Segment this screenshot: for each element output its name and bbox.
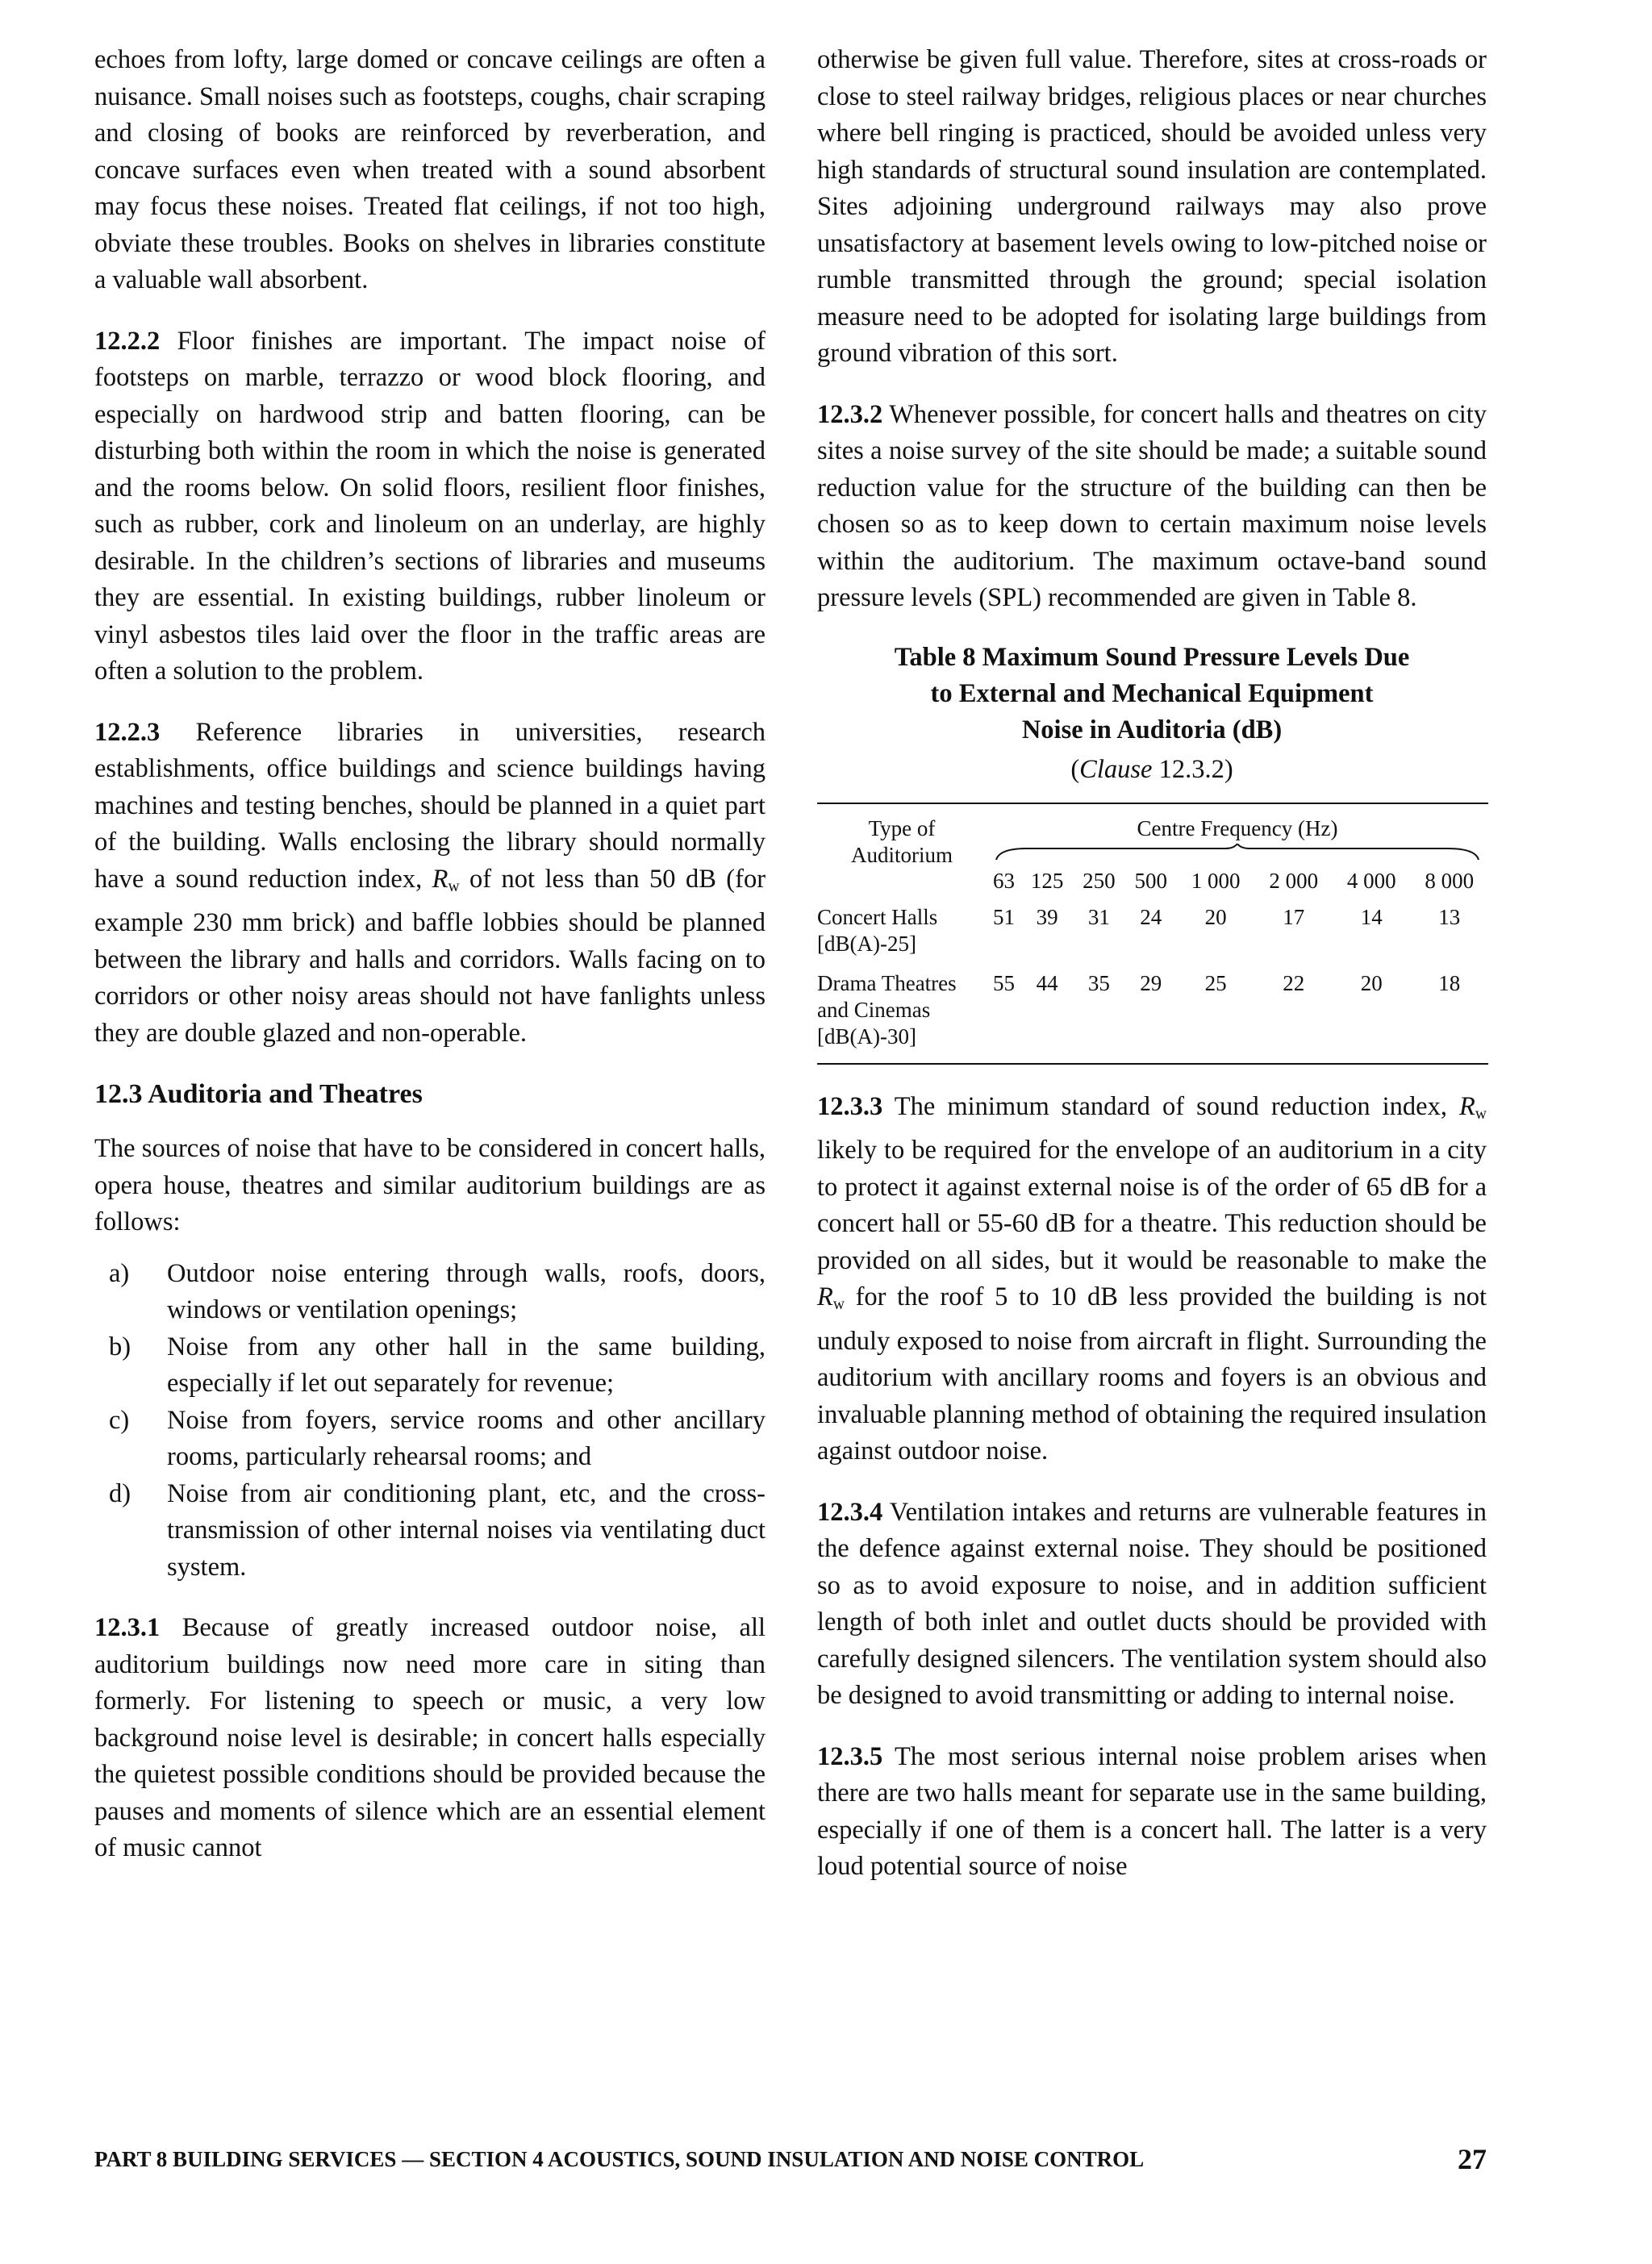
page-number: 27 — [1458, 2143, 1487, 2175]
list-item — [94, 1403, 766, 1476]
list-marker: a) — [109, 1258, 130, 1288]
col-header-type: Type of Auditorium — [851, 815, 953, 867]
rw-symbol: R — [1459, 1091, 1475, 1121]
paragraph-siting: otherwise be given full value. Therefore, sites at cross-roads or close to steel railway bridges, religious places or near churches where bell ringing is practiced, should be avoided unless very high standards of structural sound insulation are contemplated. Sites adjoining underground railways may also prove unsatisfactory at basement levels owing to low-pitched noise or rumble transmitted through the ground; special isolation measure need to be adopted for isolating large buildings from ground vibration of this sort. — [817, 45, 1487, 368]
section-12-3-1 — [94, 1610, 766, 1867]
list-marker: b) — [109, 1332, 131, 1361]
row-label-line: [dB(A)-30] — [817, 1024, 916, 1049]
table-title-line: to External and Mechanical Equipment — [930, 678, 1374, 708]
table-cell: 29 — [1140, 970, 1162, 995]
section-number: 12.3.3 — [817, 1091, 883, 1121]
section-number: 12.3.5 — [817, 1741, 883, 1771]
section-number: 12.3.1 — [94, 1613, 161, 1642]
section-12-3-3 — [817, 1089, 1487, 1470]
frequency-cell: 250 — [1083, 868, 1116, 893]
list-marker: c) — [109, 1405, 130, 1435]
frequency-cell: 4 000 — [1346, 868, 1396, 893]
sound-pressure-table — [817, 803, 1488, 1065]
table-cell: 20 — [1360, 970, 1383, 995]
rw-subscript: w — [832, 1296, 845, 1313]
noise-sources-list — [94, 1256, 766, 1586]
table-cell: 17 — [1283, 904, 1305, 929]
row-label-line: Concert Halls — [817, 904, 938, 929]
clause-word: Clause — [1079, 754, 1153, 784]
table-cell: 14 — [1360, 904, 1383, 929]
section-number: 12.2.3 — [94, 717, 161, 747]
right-column — [817, 42, 1487, 1886]
paragraph-noise-sources-intro: The sources of noise that have to be considered in concert halls, opera house, theatres and similar auditorium buildings are as follows: — [94, 1134, 766, 1236]
table-cell: 25 — [1204, 970, 1227, 995]
row-label-line: Drama Theatres — [817, 970, 957, 995]
table-cell: 51 — [992, 904, 1015, 929]
table-cell: 18 — [1438, 970, 1461, 995]
list-text: Noise from foyers, service rooms and other ancillary rooms, particularly rehearsal rooms; and — [167, 1405, 766, 1471]
list-text: Noise from any other hall in the same building, especially if let out separately for revenue; — [167, 1332, 766, 1398]
table-cell: 20 — [1204, 904, 1227, 929]
table-cell: 44 — [1036, 970, 1058, 995]
table-title — [817, 640, 1487, 748]
rw-subscript: w — [1475, 1105, 1487, 1123]
clause-ref: 12.3.2 — [1158, 754, 1224, 784]
heading-auditoria-theatres: 12.3 Auditoria and Theatres — [94, 1079, 423, 1109]
section-text: likely to be required for the envelope of an auditorium in a city to protect it against external noise is of the order of 65 dB for a concert hall or 55-60 dB for a theatre. This reduction should be provided on all sides, but it would be reasonable to make the — [817, 1136, 1487, 1275]
row-label-line: and Cinemas — [817, 997, 931, 1022]
section-number: 12.3.4 — [817, 1497, 883, 1527]
section-12-2-3 — [94, 715, 766, 1053]
table-cell: 13 — [1438, 904, 1461, 929]
table-cell: 55 — [992, 970, 1015, 995]
list-text: Outdoor noise entering through walls, roofs, doors, windows or ventilation openings; — [167, 1258, 766, 1324]
rw-symbol: R — [432, 864, 448, 894]
table-row — [817, 970, 1488, 1064]
section-12-3-5 — [817, 1739, 1487, 1886]
page-footer — [94, 2143, 1487, 2175]
section-12-3-4 — [817, 1495, 1487, 1715]
brace-line — [995, 844, 1480, 861]
section-12-3-2 — [817, 397, 1487, 617]
frequency-cell: 500 — [1134, 868, 1167, 893]
section-number: 12.3.2 — [817, 399, 883, 429]
list-text: Noise from air conditioning plant, etc, and the cross-transmission of other internal noises via ventilating duct system. — [167, 1478, 766, 1582]
section-text: Whenever possible, for concert halls and theatres on city sites a noise survey of the site should be made; a suitable sound reduction value for the structure of the building can then be chosen so as to keep down to certain maximum noise levels within the auditorium. The maximum octave-band sound pressure levels (SPL) recommended are given in Table 8. — [817, 399, 1487, 612]
table-8 — [817, 640, 1487, 1065]
frequency-cell: 63 — [992, 868, 1015, 893]
table-title-line: Noise in Auditoria (dB) — [1021, 715, 1283, 744]
section-text: Ventilation intakes and returns are vulnerable features in the defence against external noise. They should be positioned so as to avoid exposure to noise, and in addition sufficient length of both inlet and outlet ducts should be provided with carefully designed silencers. The ventilation system should also be designed to avoid transmitting or adding to internal noise. — [817, 1497, 1487, 1710]
table-cell: 22 — [1283, 970, 1305, 995]
col-header-frequency — [987, 803, 1488, 861]
section-text: for the roof 5 to 10 dB less provided the building is not unduly exposed to noise from aircraft in flight. Surrounding the auditorium with ancillary rooms and foyers is an obvious and invaluable planning method of obtaining the required insulation against outdoor noise. — [817, 1282, 1487, 1466]
list-item — [94, 1256, 766, 1329]
table-title-line: Table 8 Maximum Sound Pressure Levels Due — [894, 642, 1410, 672]
paragraph-ceilings: echoes from lofty, large domed or concave ceilings are often a nuisance. Small noises such as footsteps, coughs, chair scraping and closing of books are reinforced by reverberation, and concave surfaces even when treated with a sound absorbent may focus these noises. Treated flat ceilings, if not too high, obviate these troubles. Books on shelves in libraries constitute a valuable wall absorbent. — [94, 45, 766, 294]
list-marker: d) — [109, 1478, 131, 1508]
table-cell: 39 — [1036, 904, 1058, 929]
frequency-cell: 8 000 — [1425, 868, 1475, 893]
section-text: The minimum standard of sound reduction index, — [894, 1091, 1447, 1121]
section-number: 12.2.2 — [94, 326, 161, 356]
table-row — [817, 904, 1488, 970]
frequency-cell: 125 — [1030, 868, 1064, 893]
footer-title: PART 8 BUILDING SERVICES — SECTION 4 ACOUSTICS, SOUND INSULATION AND NOISE CONTROL — [94, 2147, 1145, 2171]
row-label-line: [dB(A)-25] — [817, 931, 916, 956]
section-text: The most serious internal noise problem arises when there are two halls meant for separate use in the same building, especially if one of them is a concert hall. The latter is a very loud potential source of noise — [817, 1741, 1487, 1881]
row-label — [817, 904, 987, 970]
table-clause: (Clause 12.3.2) — [1070, 754, 1233, 784]
rw-symbol: R — [817, 1282, 833, 1311]
table-cell: 24 — [1140, 904, 1162, 929]
frequency-cell: 2 000 — [1269, 868, 1319, 893]
section-text: Floor finishes are important. The impact noise of footsteps on marble, terrazzo or wood block flooring, and especially on hardwood strip and batten flooring, can be disturbing both within the room in which the noise is generated and the rooms below. On solid floors, resilient floor finishes, such as rubber, cork and linoleum on an underlay, are highly desirable. In the children’s sections of libraries and museums they are essential. In existing buildings, rubber linoleum or vinyl asbestos tiles laid over the floor in the traffic areas are often a solution to the problem. — [94, 326, 766, 686]
frequency-cell: 1 000 — [1191, 868, 1241, 893]
row-label — [817, 970, 987, 1064]
list-item — [94, 1476, 766, 1586]
section-text: of not less than 50 dB (for example 230 mm brick) and baffle lobbies should be planned between the library and halls and corridors. Walls facing on to corridors or other noisy areas should not have fanlights unless they are double glazed and non-operable. — [94, 864, 766, 1048]
rw-subscript: w — [448, 878, 460, 895]
table-cell: 35 — [1087, 970, 1110, 995]
list-item — [94, 1329, 766, 1403]
frequency-header-label: Centre Frequency (Hz) — [1137, 815, 1338, 840]
table-header-row — [817, 803, 1488, 861]
left-column — [94, 42, 766, 1867]
section-text: Reference libraries in universities, research establishments, office buildings and science buildings having machines and testing benches, should be planned in a quiet part of the building. Walls enclosing the library should normally have a sound reduction index, — [94, 717, 766, 894]
section-text: Because of greatly increased outdoor noise, all auditorium buildings now need more care in siting than formerly. For listening to speech or music, a very low background noise level is desirable; in concert halls especially the quietest possible conditions should be provided because the pauses and moments of silence which are an essential element of music cannot — [94, 1613, 766, 1862]
table-cell: 31 — [1087, 904, 1110, 929]
section-12-2-2 — [94, 323, 766, 690]
